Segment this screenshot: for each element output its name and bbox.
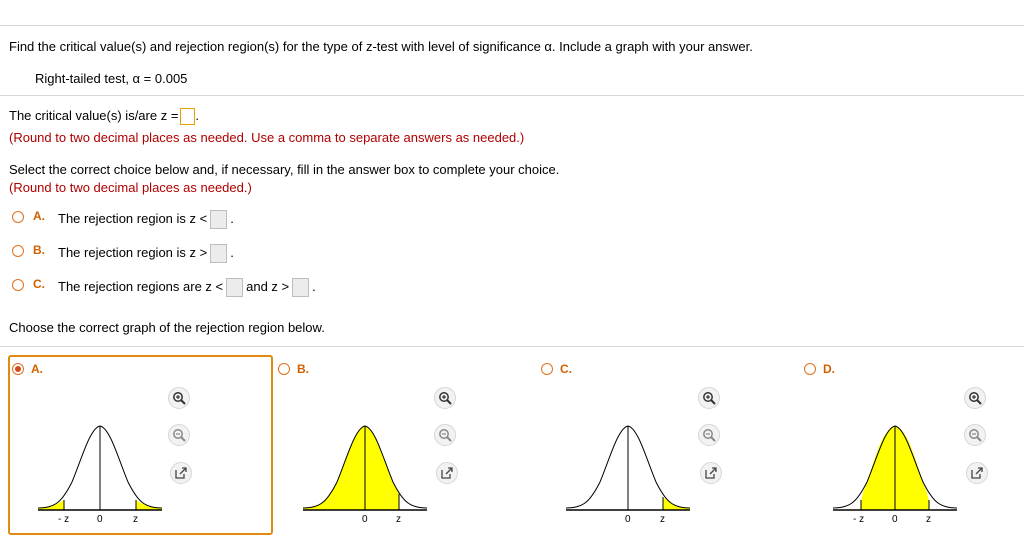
graph-divider bbox=[0, 346, 1024, 347]
graph-a-right-tail bbox=[136, 500, 162, 510]
choice-b-radio[interactable] bbox=[12, 245, 24, 257]
choice-c-mid-text: and z > bbox=[246, 278, 290, 294]
choice-instruction: Select the correct choice below and, if necessary, fill in the answer box to complete your choice. bbox=[9, 162, 560, 177]
graph-c-zoom-out-button[interactable] bbox=[698, 424, 720, 446]
graph-d-plot[interactable] bbox=[833, 426, 957, 510]
graph-a-tick-zero: 0 bbox=[97, 514, 103, 525]
choice-b-letter: B. bbox=[33, 243, 45, 257]
zoom-out-icon bbox=[702, 428, 716, 442]
choice-c[interactable] bbox=[58, 278, 316, 297]
graph-a-left-tail bbox=[38, 500, 64, 510]
graphs-canvas bbox=[0, 420, 1024, 515]
graph-c-radio[interactable] bbox=[541, 363, 553, 375]
critical-value-label: The critical value(s) is/are z = bbox=[9, 108, 179, 123]
open-new-window-icon bbox=[704, 466, 718, 480]
graph-a-open-button[interactable] bbox=[170, 462, 192, 484]
graph-b-open-button[interactable] bbox=[436, 462, 458, 484]
graph-a-tick-z: z bbox=[133, 514, 138, 525]
choice-a-radio[interactable] bbox=[12, 211, 24, 223]
graph-a-tick-neg-z: - z bbox=[58, 514, 70, 525]
choice-c-radio[interactable] bbox=[12, 279, 24, 291]
question-prompt: Find the critical value(s) and rejection region(s) for the type of z-test with level of significance α. Include a graph with your answer. bbox=[9, 39, 753, 54]
critical-value-line bbox=[9, 108, 199, 125]
zoom-in-icon bbox=[968, 391, 982, 405]
choice-b-period: . bbox=[230, 244, 234, 260]
graph-d-open-button[interactable] bbox=[966, 462, 988, 484]
choice-c-letter: C. bbox=[33, 277, 45, 291]
critical-value-input[interactable] bbox=[180, 108, 195, 125]
graph-d-radio[interactable] bbox=[804, 363, 816, 375]
choice-b-text: The rejection region is z > bbox=[58, 244, 208, 260]
choice-a-letter: A. bbox=[33, 209, 45, 223]
graph-b-zoom-out-button[interactable] bbox=[434, 424, 456, 446]
choice-c-text: The rejection regions are z < bbox=[58, 278, 224, 294]
graph-instruction: Choose the correct graph of the rejection region below. bbox=[9, 320, 325, 335]
graph-b-fill bbox=[303, 426, 399, 510]
graph-d-tick-z: z bbox=[926, 514, 931, 525]
graph-b-tick-zero: 0 bbox=[362, 514, 368, 525]
zoom-in-icon bbox=[702, 391, 716, 405]
choice-c-input-right[interactable] bbox=[292, 278, 309, 297]
graph-b-radio[interactable] bbox=[278, 363, 290, 375]
choice-hint: (Round to two decimal places as needed.) bbox=[9, 180, 252, 195]
question-divider bbox=[0, 95, 1024, 96]
choice-b-input[interactable] bbox=[210, 244, 227, 263]
open-new-window-icon bbox=[440, 466, 454, 480]
graph-a-radio[interactable] bbox=[12, 363, 24, 375]
graph-a-letter: A. bbox=[31, 362, 43, 376]
graph-c-letter: C. bbox=[560, 362, 572, 376]
choice-a[interactable] bbox=[58, 210, 234, 229]
open-new-window-icon bbox=[174, 466, 188, 480]
graph-b-zoom-in-button[interactable] bbox=[434, 387, 456, 409]
graph-a-zoom-out-button[interactable] bbox=[168, 424, 190, 446]
choice-c-period: . bbox=[312, 278, 316, 294]
graph-c-tick-zero: 0 bbox=[625, 514, 631, 525]
critical-value-period: . bbox=[195, 108, 200, 123]
graph-c-zoom-in-button[interactable] bbox=[698, 387, 720, 409]
graph-d-zoom-out-button[interactable] bbox=[964, 424, 986, 446]
zoom-in-icon bbox=[438, 391, 452, 405]
zoom-out-icon bbox=[438, 428, 452, 442]
graph-d-letter: D. bbox=[823, 362, 835, 376]
graph-c-plot[interactable] bbox=[566, 426, 690, 510]
choice-b[interactable] bbox=[58, 244, 234, 263]
top-divider bbox=[0, 25, 1024, 26]
choice-a-period: . bbox=[230, 210, 234, 226]
graph-d-zoom-in-button[interactable] bbox=[964, 387, 986, 409]
choice-a-input[interactable] bbox=[210, 210, 227, 229]
graph-a-zoom-in-button[interactable] bbox=[168, 387, 190, 409]
graph-d-tick-zero: 0 bbox=[892, 514, 898, 525]
zoom-in-icon bbox=[172, 391, 186, 405]
critical-value-hint: (Round to two decimal places as needed. Use a comma to separate answers as needed.) bbox=[9, 130, 525, 145]
graph-a-plot[interactable] bbox=[38, 426, 162, 510]
choice-a-text: The rejection region is z < bbox=[58, 210, 208, 226]
zoom-out-icon bbox=[172, 428, 186, 442]
graph-b-plot[interactable] bbox=[303, 426, 427, 510]
choice-c-input-left[interactable] bbox=[226, 278, 243, 297]
graph-b-tick-z: z bbox=[396, 514, 401, 525]
graph-b-letter: B. bbox=[297, 362, 309, 376]
graph-d-tick-neg-z: - z bbox=[853, 514, 865, 525]
graph-c-open-button[interactable] bbox=[700, 462, 722, 484]
open-new-window-icon bbox=[970, 466, 984, 480]
zoom-out-icon bbox=[968, 428, 982, 442]
test-info: Right-tailed test, α = 0.005 bbox=[35, 71, 188, 86]
graph-c-tick-z: z bbox=[660, 514, 665, 525]
